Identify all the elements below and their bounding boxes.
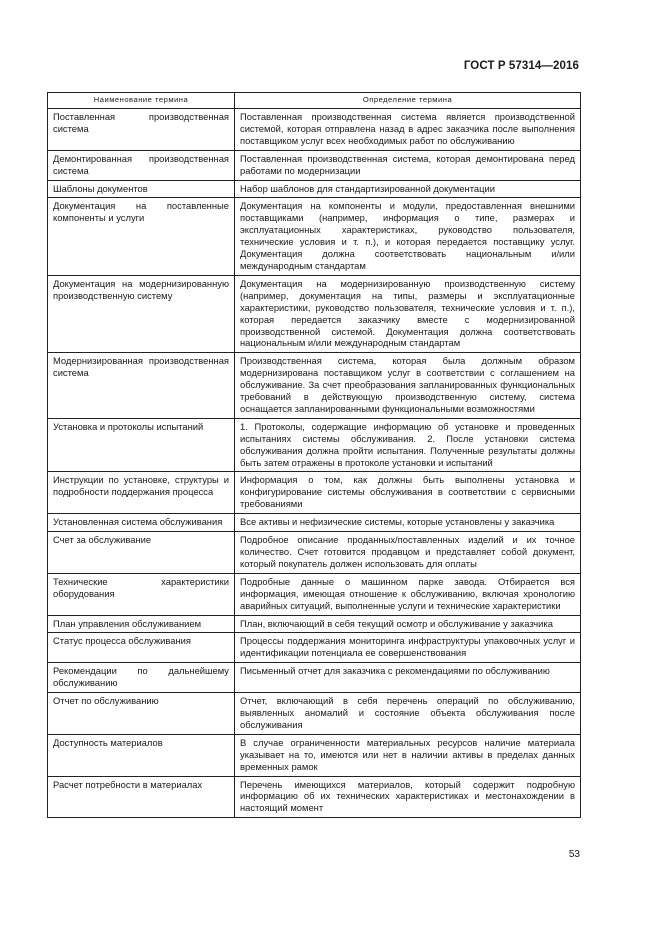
table-row [48,180,581,198]
term-cell: Установка и протоколы испытаний [48,418,235,472]
definition-cell: Набор шаблонов для стандартизированной документации [235,180,581,198]
definition-cell: Подробное описание проданных/поставленных изделий и их точное количество. Счет готовится продавцом и представляет собой документ, который покупатель должен использовать для оплаты [235,532,581,574]
term-cell: Инструкции по установке, структуры и подробности поддержания процесса [48,472,235,514]
definition-cell: Документация на компоненты и модули, предоставленная внешними поставщиками (например, информация о типе, размерах и эксплуатационных характеристиках, руководство пользователя, технические условия и т. п.), и которая передается поставщику услуг. Документация должна соответствовать национальным и/или международным стандартам [235,198,581,275]
term-cell: Доступность материалов [48,734,235,776]
term-cell: Шаблоны документов [48,180,235,198]
table-row [48,693,581,735]
table-header-row [48,93,581,109]
definition-cell: Производственная система, которая была должным образом модернизирована поставщиком услуг в соответствии с соглашением на обслуживание. За счет преобразования запланированных функциональных требований в действующую производственную систему, система оснащается запланированными функциональными возможностями [235,353,581,419]
term-column-header: Наименование термина [48,93,235,109]
term-cell: Технические характеристики оборудования [48,573,235,615]
term-cell: План управления обслуживанием [48,615,235,633]
term-cell: Установленная система обслуживания [48,514,235,532]
standard-code-header: ГОСТ Р 57314—2016 [463,60,579,72]
term-cell: Поставленная производственная система [48,109,235,151]
term-cell: Демонтированная производственная система [48,150,235,180]
table-row [48,532,581,574]
table-row [48,615,581,633]
table-body [48,109,581,818]
definition-cell: 1. Протоколы, содержащие информацию об установке и проведенных испытаниях системы обслуживания. 2. После установки система обслуживания должна пройти испытания. Полученные результаты должны быть затем отражены в протоколе установки и испытаний [235,418,581,472]
table-row [48,150,581,180]
definition-cell: Письменный отчет для заказчика с рекомендациями по обслуживанию [235,663,581,693]
table-row [48,198,581,275]
table-row [48,514,581,532]
term-cell: Расчет потребности в материалах [48,776,235,818]
definition-cell: Отчет, включающий в себя перечень операций по обслуживанию, выявленных аномалий и состояние объекта обслуживания после обслуживания [235,693,581,735]
term-cell: Счет за обслуживание [48,532,235,574]
definition-cell: План, включающий в себя текущий осмотр и обслуживание у заказчика [235,615,581,633]
term-cell: Рекомендации по дальнейшему обслуживанию [48,663,235,693]
table-row [48,275,581,352]
term-cell: Статус процесса обслуживания [48,633,235,663]
definition-cell: Поставленная производственная система, которая демонтирована перед работами по модернизации [235,150,581,180]
term-cell: Документация на поставленные компоненты и услуги [48,198,235,275]
table-row [48,663,581,693]
definition-cell: В случае ограниченности материальных ресурсов наличие материала указывает на то, имеются или нет в наличии активы в пределах данных временных рамок [235,734,581,776]
table-row [48,633,581,663]
term-cell: Документация на модернизированную производственную систему [48,275,235,352]
definition-cell: Подробные данные о машинном парке завода. Отбирается вся информация, имеющая отношение к обслуживанию, включая хронологию аварийных ситуаций, выполненные услуги и технические характеристики [235,573,581,615]
table-row [48,573,581,615]
table-row [48,734,581,776]
terms-definitions-table [47,92,581,818]
table-row [48,418,581,472]
table-row [48,353,581,419]
definition-cell: Поставленная производственная система является производственной системой, которая отправлена назад в адрес заказчика после выполнения поставщиком услуг всех необходимых работ по обслуживанию [235,109,581,151]
definition-cell: Документация на модернизированную производственную систему (например, документация на типы, размеры и эксплуатационные характеристики, руководство пользователя, технические условия и т. п.), которая передается заказчику вместе с модернизированной производственной системой. Документация должна соответствовать национальным и/или международным стандартам [235,275,581,352]
table-row [48,472,581,514]
definition-cell: Перечень имеющихся материалов, который содержит подробную информацию об их технических характеристиках и местонахождении в настоящий момент [235,776,581,818]
table-row [48,776,581,818]
page-number: 53 [568,849,580,860]
term-cell: Отчет по обслуживанию [48,693,235,735]
definition-cell: Процессы поддержания мониторинга инфраструктуры упаковочных услуг и идентификации потенциала ее совершенствования [235,633,581,663]
definition-cell: Информация о том, как должны быть выполнены установка и конфигурирование системы обслуживания в соответствии с сервисными требованиями [235,472,581,514]
table-row [48,109,581,151]
definition-cell: Все активы и нефизические системы, которые установлены у заказчика [235,514,581,532]
term-cell: Модернизированная производственная система [48,353,235,419]
definition-column-header: Определение термина [235,93,581,109]
